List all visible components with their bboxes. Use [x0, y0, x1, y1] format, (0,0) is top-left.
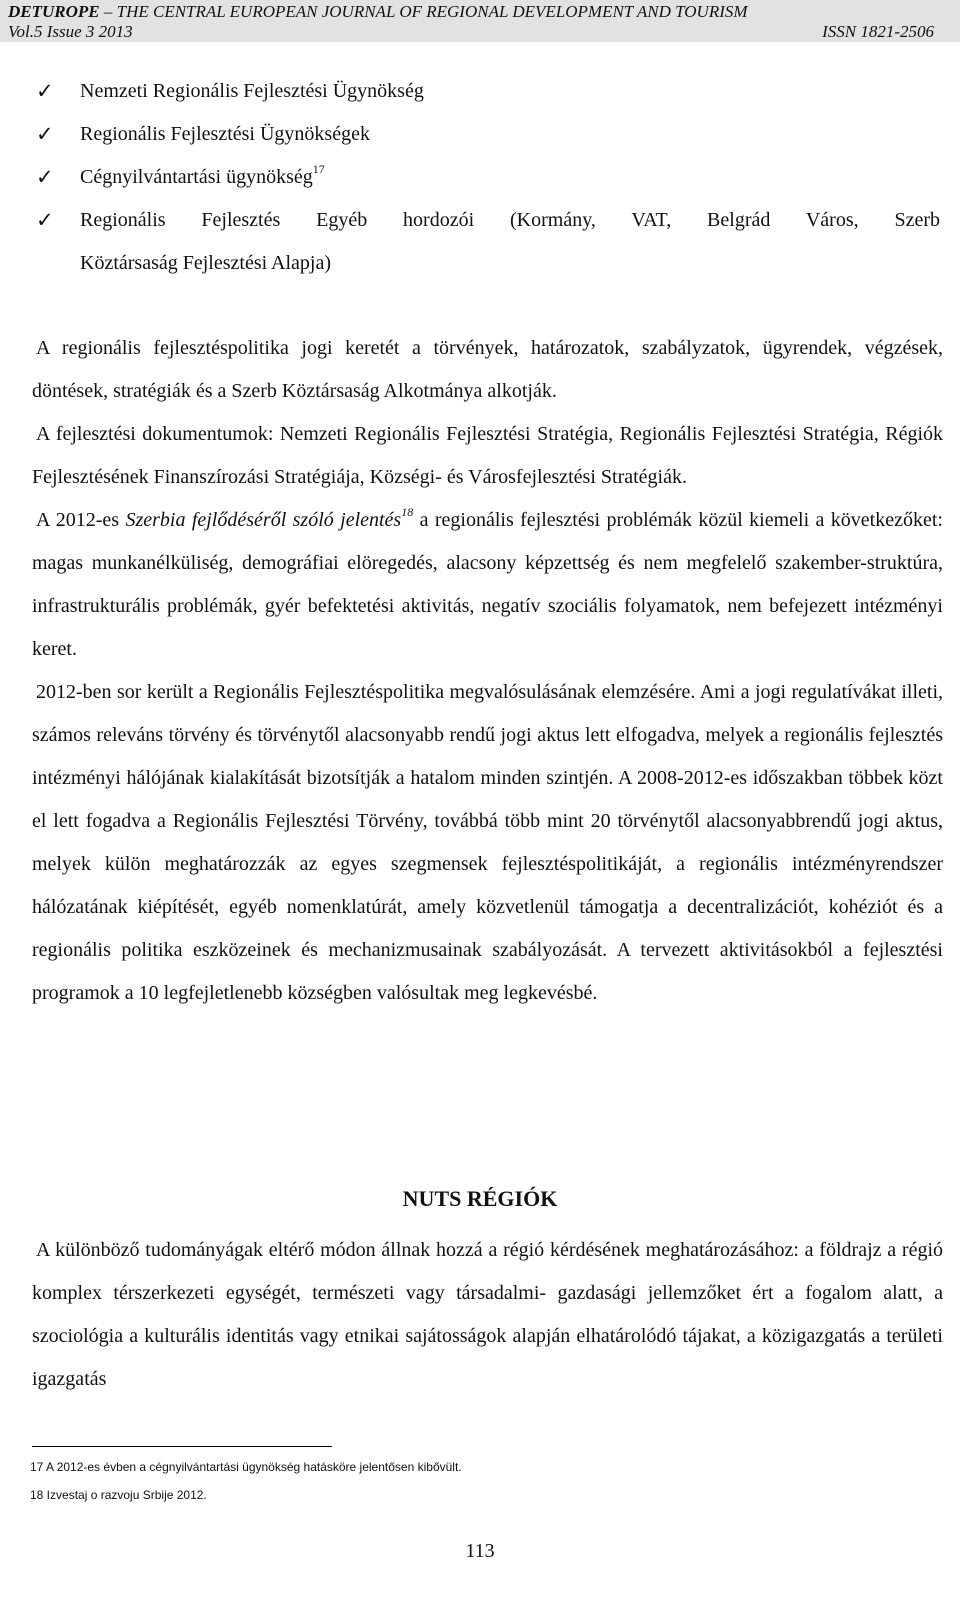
journal-title [8, 1, 748, 22]
paragraph-report-problems [32, 499, 943, 671]
footnote-ref-18[interactable]: 18 [401, 505, 414, 519]
report-title: Szerbia fejlődéséről szóló jelentés [125, 509, 402, 531]
checklist-item [36, 156, 940, 199]
checkmark-icon: ✓ [36, 208, 54, 232]
checklist-item-text-continued: Köztársaság Fejlesztési Alapja) [80, 252, 332, 274]
checkmark-icon: ✓ [36, 165, 54, 189]
body-text-lower [32, 1229, 943, 1401]
paragraph-development-documents: A fejlesztési dokumentumok: Nemzeti Regionális Fejlesztési Stratégia, Regionális Fejlesztési Stratégia, Régiók Fejlesztésének Finanszírozási Stratégiája, Községi- és Városfejlesztési Stratégiák. [32, 423, 943, 488]
footnote-18: 18 Izvestaj o razvoju Srbije 2012. [30, 1488, 207, 1502]
p3-lead: A 2012-es [36, 509, 126, 531]
paragraph-region-definition: A különböző tudományágak eltérő módon állnak hozzá a régió kérdésének meghatározásához: a földrajz a régió komplex térszerkezeti egységét, természeti vagy társadalmi- gazdasági jellemzőket ért a fogalom alatt, a szociológia a kulturális identitás vagy etnikai sajátosságok alapján elhatárolódó tájakat, a közigazgatás a területi igazgatás [32, 1239, 943, 1390]
journal-name: DETUROPE [8, 2, 100, 21]
volume-issue: Vol.5 Issue 3 2013 [8, 22, 133, 41]
footnote-divider [32, 1446, 332, 1447]
body-text-upper [32, 327, 943, 1015]
section-heading: NUTS RÉGIÓK [402, 1186, 558, 1211]
paragraph-legal-framework: A regionális fejlesztéspolitika jogi keretét a törvények, határozatok, szabályzatok, ügyrendek, végzések, döntések, stratégiák és a Szerb Köztársaság Alkotmánya alkotják. [32, 337, 943, 402]
checklist-item-text: Regionális Fejlesztés Egyéb hordozói (Kormány, VAT, Belgrád Város, Szerb [80, 209, 940, 231]
journal-subtitle: – THE CENTRAL EUROPEAN JOURNAL OF REGIONAL DEVELOPMENT AND TOURISM [99, 2, 748, 21]
footnote-ref-17[interactable]: 17 [312, 162, 325, 176]
checklist-item-text: Regionális Fejlesztési Ügynökségek [80, 123, 370, 145]
checklist-item [36, 70, 940, 113]
footnotes [30, 1460, 462, 1516]
p3-rest: a regionális fejlesztési problémák közül kiemeli a következőket: magas munkanélküliség, demográfiai elöregedés, alacsony képzettség és nem megfelelő szakember-struktúra, infrastrukturális problémák, gyér befektetési aktivitás, negatív szociális folyamatok, nem befejezett intézményi keret. [32, 509, 943, 660]
running-header [0, 0, 960, 42]
checklist-item [36, 113, 940, 156]
paragraph-policy-analysis: 2012-ben sor került a Regionális Fejlesztéspolitika megvalósulásának elemzésére. Ami a jogi regulatívákat illeti, számos releváns törvény és törvénytől alacsonyabb rendű jogi aktus lett elfogadva, melyek a regionális fejlesztés intézményi hálójának kialakítását bizotsítják a hatalom minden szintjén. A 2008-2012-es időszakban többek közt el lett fogadva a Regionális Fejlesztési Törvény, továbbá több mint 20 törvénytől alacsonyabbrendű jogi aktus, melyek külön meghatározzák az egyes szegmensek fejlesztéspolitikáját, a regionális intézményrendszer hálózatának kiépítését, egyéb nomenklatúrát, amely közvetlenül támogatja a decentralizációt, kohéziót és a regionális politika eszközeinek és mechanizmusainak szabályozását. A tervezett aktivitásokból a fejlesztési programok a 10 legfejletlenebb községben valósultak meg legkevésbé. [32, 681, 943, 1004]
checkmark-icon: ✓ [36, 79, 54, 103]
checklist-item-text: Nemzeti Regionális Fejlesztési Ügynökség [80, 80, 424, 102]
footnote-17: 17 A 2012-es évben a cégnyilvántartási ügynökség hatásköre jelentősen kibővült. [30, 1460, 462, 1474]
checklist-item [36, 199, 940, 285]
checkmark-icon: ✓ [36, 122, 54, 146]
checklist-item-text: Cégnyilvántartási ügynökség [80, 166, 313, 188]
agency-checklist [36, 70, 940, 285]
issn: ISSN 1821-2506 [822, 22, 934, 41]
page-number: 113 [465, 1540, 495, 1562]
